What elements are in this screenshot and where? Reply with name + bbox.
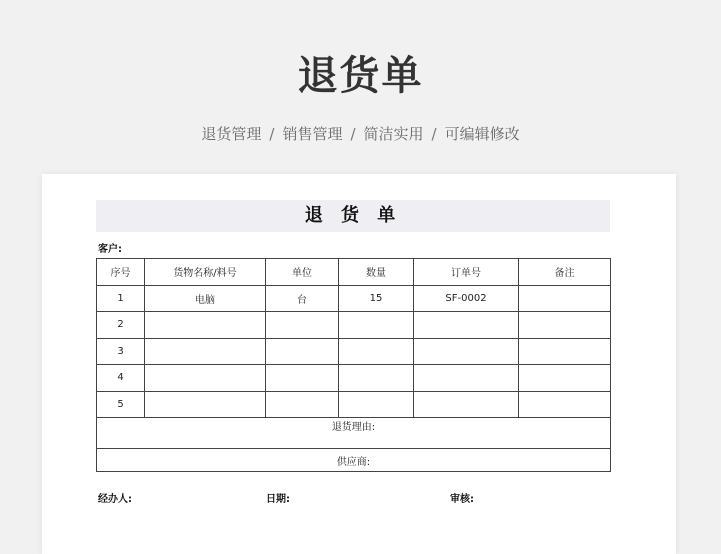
header-cell: 订单号 xyxy=(414,259,519,286)
tag: 简洁实用 xyxy=(363,125,424,143)
table-cell xyxy=(519,312,611,339)
table-cell: 电脑 xyxy=(145,285,266,312)
table-cell: 台 xyxy=(266,285,339,312)
table-cell xyxy=(266,312,339,339)
table-row xyxy=(97,285,611,312)
return-table xyxy=(96,258,611,472)
table-cell: 5 xyxy=(97,391,145,418)
table-cell: 1 xyxy=(97,285,145,312)
table-cell xyxy=(145,338,266,365)
table-cell xyxy=(519,338,611,365)
document-preview xyxy=(42,174,676,554)
page-title: 退货单 xyxy=(297,53,424,99)
table-cell xyxy=(145,312,266,339)
table-row xyxy=(97,338,611,365)
supplier-row xyxy=(97,449,611,472)
reason-row xyxy=(97,418,611,449)
table-cell: SF-0002 xyxy=(414,285,519,312)
tag: 退货管理 xyxy=(201,125,262,143)
table-cell: 15 xyxy=(339,285,414,312)
table-cell xyxy=(414,365,519,392)
table-cell: 4 xyxy=(97,365,145,392)
date-label: 日期: xyxy=(266,494,290,505)
header-cell: 序号 xyxy=(97,259,145,286)
table-row xyxy=(97,312,611,339)
table-cell xyxy=(339,391,414,418)
separator: / xyxy=(269,125,275,143)
handler-label: 经办人: xyxy=(98,494,132,505)
table-row xyxy=(97,391,611,418)
table-cell xyxy=(266,391,339,418)
tag-line xyxy=(0,123,721,144)
header-cell: 货物名称/料号 xyxy=(145,259,266,286)
tag: 销售管理 xyxy=(282,125,343,143)
header-row xyxy=(97,259,611,286)
separator: / xyxy=(350,125,356,143)
table-cell xyxy=(414,312,519,339)
table-cell xyxy=(519,285,611,312)
header-cell: 数量 xyxy=(339,259,414,286)
tag: 可编辑修改 xyxy=(444,125,520,143)
table-cell xyxy=(519,365,611,392)
table-cell xyxy=(339,338,414,365)
table-cell: 3 xyxy=(97,338,145,365)
table-cell xyxy=(519,391,611,418)
table-cell xyxy=(414,338,519,365)
table-cell xyxy=(414,391,519,418)
reason-label: 退货理由: xyxy=(97,418,611,449)
customer-label: 客户: xyxy=(98,244,122,255)
header-cell: 备注 xyxy=(519,259,611,286)
document-title: 退 货 单 xyxy=(96,200,610,232)
table-cell: 2 xyxy=(97,312,145,339)
table-cell xyxy=(339,312,414,339)
separator: / xyxy=(431,125,437,143)
review-label: 审核: xyxy=(450,494,474,505)
table-cell xyxy=(145,391,266,418)
header-cell: 单位 xyxy=(266,259,339,286)
table-cell xyxy=(339,365,414,392)
table-row xyxy=(97,365,611,392)
table-cell xyxy=(266,365,339,392)
table-cell xyxy=(145,365,266,392)
table-cell xyxy=(266,338,339,365)
supplier-label: 供应商: xyxy=(97,449,611,472)
